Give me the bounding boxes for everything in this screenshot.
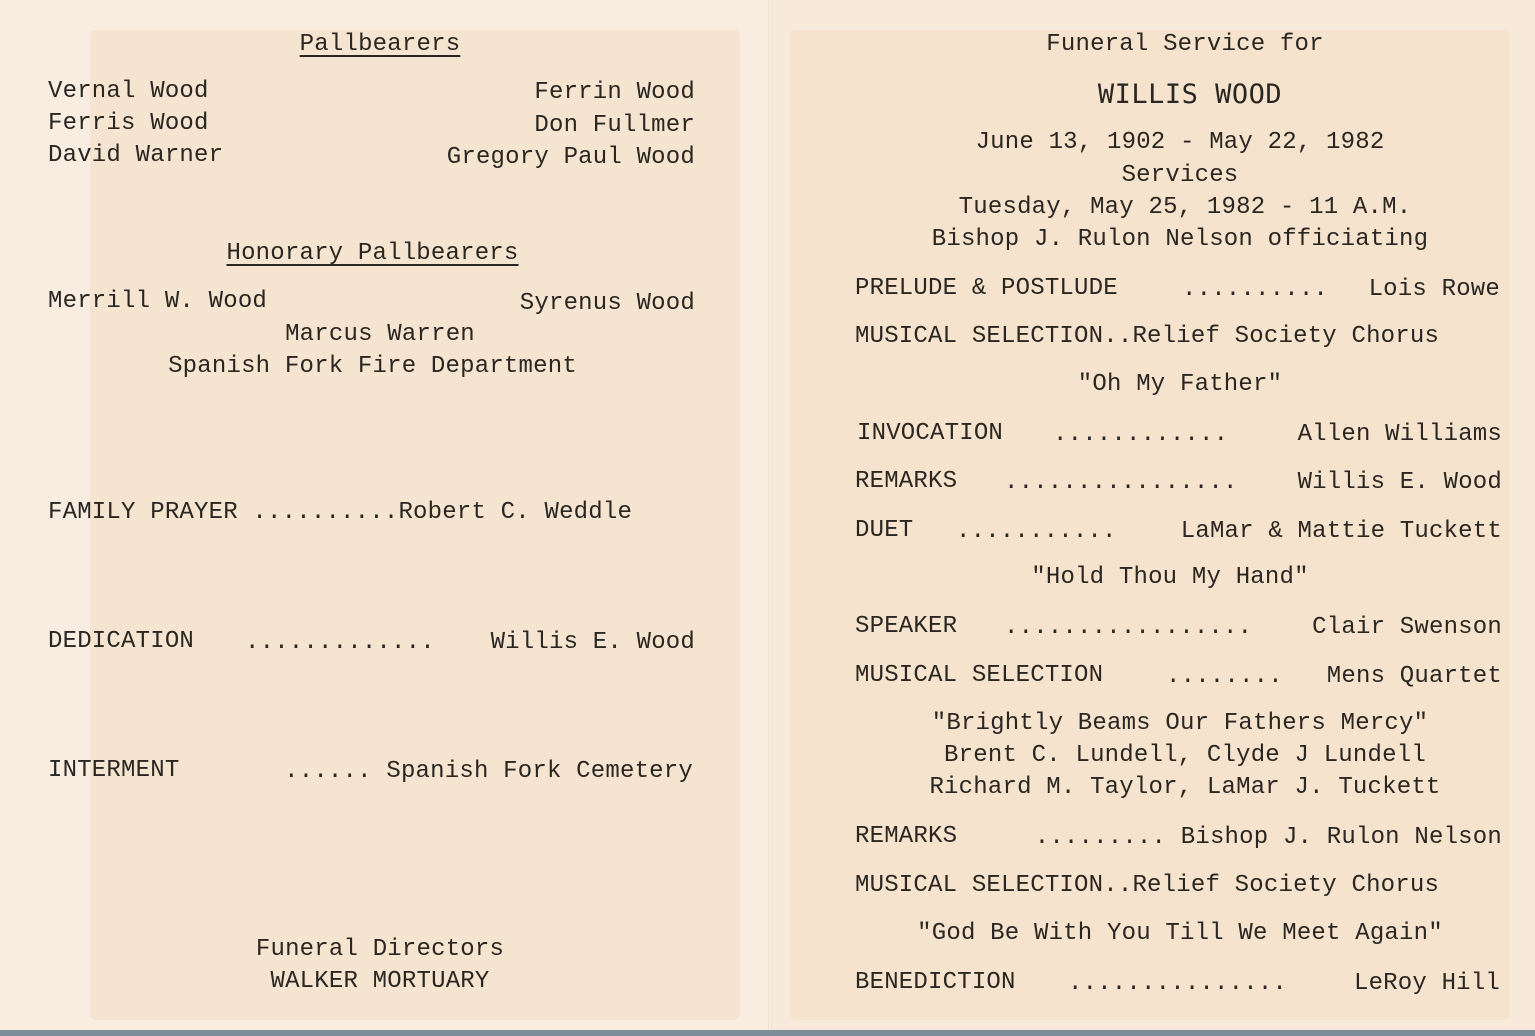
program-name: LeRoy Hill: [1353, 970, 1500, 997]
services-label: Services: [1121, 162, 1239, 189]
program-dots: ................: [1004, 469, 1238, 496]
program-dots: ......... Bishop J. Rulon Nelson: [1034, 824, 1502, 851]
program-name: Clair Swenson: [1312, 614, 1502, 641]
dedication-dots: .............: [245, 629, 435, 656]
interment-label: INTERMENT: [48, 757, 180, 784]
funeral-directors-name: WALKER MORTUARY: [270, 968, 490, 995]
program-label: BENEDICTION: [855, 969, 1016, 996]
dedication-name: Willis E. Wood: [490, 629, 695, 656]
honorary-pallbearer-name: Spanish Fork Fire Department: [168, 353, 577, 380]
program-dots: ...............: [1068, 970, 1288, 997]
family-prayer-line: FAMILY PRAYER ..........Robert C. Weddle: [48, 499, 633, 526]
quartet-members: Richard M. Taylor, LaMar J. Tuckett: [929, 774, 1441, 801]
honorary-pallbearer-name: Merrill W. Wood: [48, 288, 268, 315]
pallbearer-name: Don Fullmer: [534, 112, 695, 139]
program-label: MUSICAL SELECTION: [855, 662, 1104, 689]
pallbearer-name: Ferrin Wood: [534, 79, 695, 106]
program-dots: ........: [1166, 663, 1283, 690]
song-title: "Hold Thou My Hand": [1031, 564, 1309, 591]
program-dots: .................: [1004, 614, 1253, 641]
program-label: SPEAKER: [855, 613, 958, 640]
page-bottom-edge: [0, 1030, 1535, 1036]
program-line: MUSICAL SELECTION..Relief Society Chorus: [855, 872, 1440, 899]
program-label: REMARKS: [855, 468, 958, 495]
dedication-label: DEDICATION: [48, 628, 195, 655]
quartet-members: Brent C. Lundell, Clyde J Lundell: [944, 742, 1426, 769]
program-label: PRELUDE & POSTLUDE: [855, 275, 1118, 302]
honorary-pallbearer-name: Marcus Warren: [285, 321, 475, 348]
song-title: "Oh My Father": [1077, 371, 1283, 398]
pallbearer-name: Gregory Paul Wood: [446, 144, 695, 171]
program-name: Willis E. Wood: [1297, 469, 1502, 496]
program-label: REMARKS: [855, 823, 958, 850]
pallbearer-name: Ferris Wood: [48, 110, 209, 137]
program-dots: ..........: [1182, 276, 1329, 303]
honorary-pallbearer-name: Syrenus Wood: [519, 290, 695, 317]
center-fold: [768, 0, 772, 1030]
program-name: Mens Quartet: [1326, 663, 1502, 690]
life-dates: June 13, 1902 - May 22, 1982: [975, 129, 1385, 156]
program-name: Lois Rowe: [1368, 276, 1500, 303]
deceased-name: WILLIS WOOD: [1097, 79, 1283, 110]
program-line: MUSICAL SELECTION..Relief Society Chorus: [855, 323, 1440, 350]
program-name: Allen Williams: [1297, 421, 1502, 448]
pallbearer-name: David Warner: [48, 142, 224, 169]
funeral-directors-heading: Funeral Directors: [255, 936, 505, 963]
program-label: INVOCATION: [857, 420, 1004, 447]
song-title: "God Be With You Till We Meet Again": [917, 920, 1443, 947]
interment-location: ...... Spanish Fork Cemetery: [284, 758, 693, 785]
honorary-pallbearers-heading: Honorary Pallbearers: [226, 240, 519, 267]
service-heading: Funeral Service for: [1046, 31, 1324, 58]
pallbearer-name: Vernal Wood: [48, 78, 209, 105]
officiating-line: Bishop J. Rulon Nelson officiating: [931, 226, 1429, 253]
service-time: Tuesday, May 25, 1982 - 11 A.M.: [958, 194, 1412, 221]
program-name: LaMar & Mattie Tuckett: [1180, 518, 1502, 545]
song-title: "Brightly Beams Our Fathers Mercy": [931, 710, 1429, 737]
program-dots: ............: [1053, 421, 1229, 448]
pallbearers-heading: Pallbearers: [299, 31, 461, 58]
program-dots: ...........: [956, 518, 1117, 545]
program-label: DUET: [855, 517, 914, 544]
